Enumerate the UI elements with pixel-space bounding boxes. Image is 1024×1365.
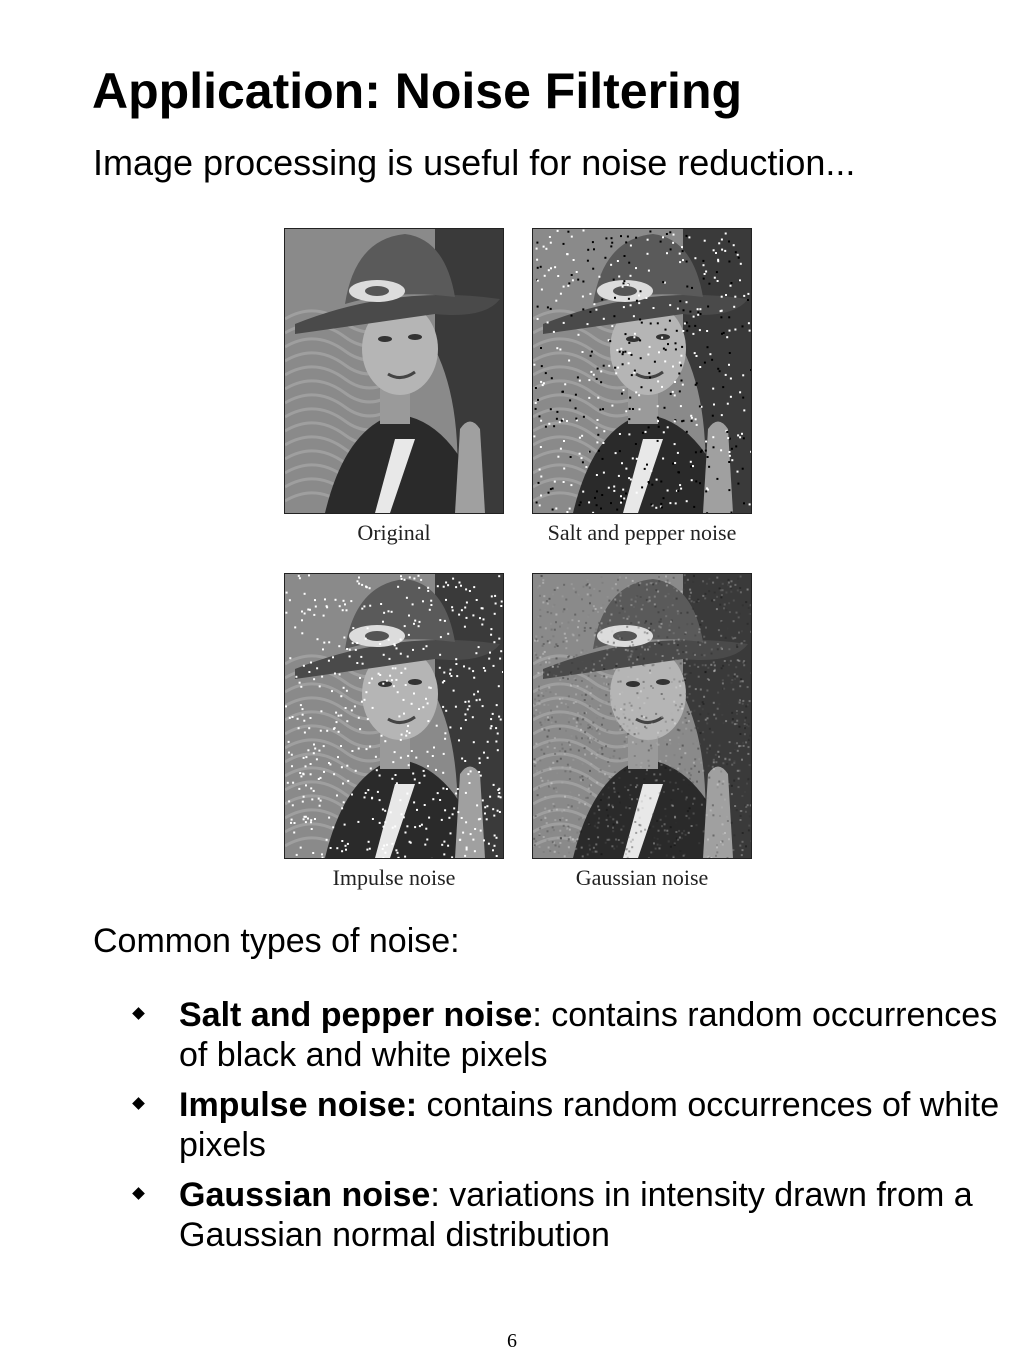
diamond-bullet-icon <box>132 1097 145 1110</box>
photo-original <box>284 228 504 514</box>
caption-gaussian: Gaussian noise <box>575 865 709 890</box>
list-item <box>130 995 1010 1075</box>
noise-description: variations in intensity drawn from a Gaussian normal distribution <box>179 1176 973 1254</box>
photo-salt-and-pepper <box>532 228 752 514</box>
figure-panel-impulse <box>284 573 504 891</box>
list-item <box>130 1085 1010 1165</box>
slide-subtitle: Image processing is useful for noise reduction... <box>93 142 856 183</box>
caption-impulse: Impulse noise <box>332 865 456 890</box>
noise-types-intro: Common types of noise: <box>93 922 460 960</box>
caption-original: Original <box>357 520 431 545</box>
noise-description: contains random occurrences of black and white pixels <box>179 996 998 1074</box>
page-number: 6 <box>507 1330 517 1352</box>
slide-title: Application: Noise Filtering <box>92 63 743 119</box>
term-separator: : <box>532 996 542 1034</box>
diamond-bullet-icon <box>132 1187 145 1200</box>
photo-impulse <box>284 573 504 859</box>
noise-term: Gaussian noise <box>179 1176 431 1214</box>
term-separator: : <box>430 1176 440 1214</box>
noise-term: Salt and pepper noise <box>179 996 533 1034</box>
noise-description: contains random occurrences of white pixels <box>179 1086 1000 1164</box>
noise-types-list <box>130 995 1010 1265</box>
photo-gaussian <box>532 573 752 859</box>
noise-term: Impulse noise: <box>179 1086 418 1124</box>
figure-panel-salt-and-pepper <box>532 228 752 546</box>
list-item <box>130 1175 1010 1255</box>
figure-panel-gaussian <box>532 573 752 891</box>
caption-salt-and-pepper: Salt and pepper noise <box>547 520 737 545</box>
figure-panel-original <box>284 228 504 546</box>
diamond-bullet-icon <box>132 1007 145 1020</box>
